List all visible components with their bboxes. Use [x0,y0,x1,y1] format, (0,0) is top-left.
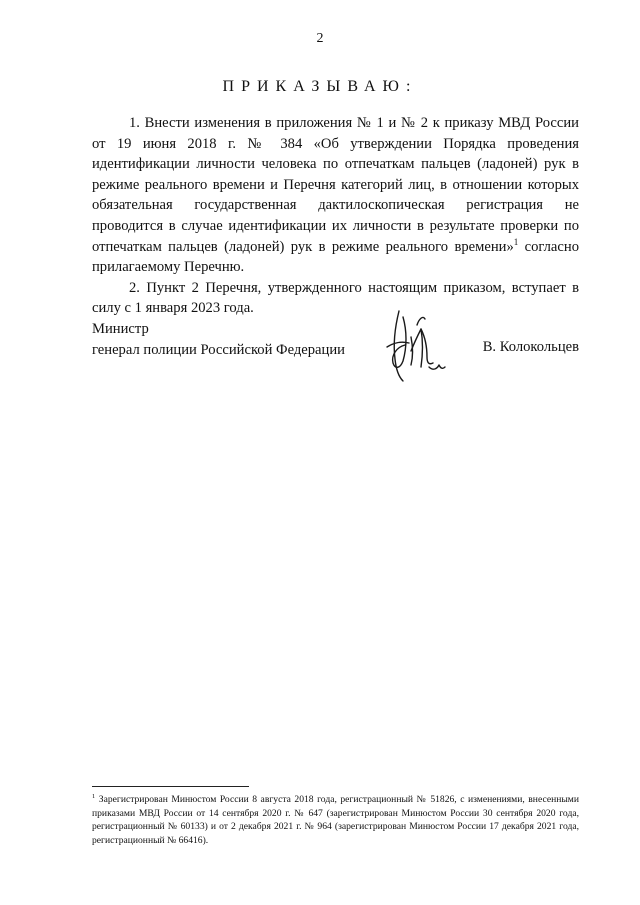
footnote-reference: 1 [513,236,519,247]
signatory-title [92,319,345,360]
paragraph-1-tail: согласно прилагаемому Перечню. [92,238,579,276]
signature-block [92,319,579,389]
paragraph-2: 2. Пункт 2 Перечня, утвержденного настоящим приказом, вступает в силу с 1 января 2023 года. [92,279,579,317]
paragraph-1 [92,113,579,278]
footnote-marker: 1 [92,792,96,800]
footnote-text: Зарегистрирован Минюстом России 8 августа 2018 года, регистрационный № 51826, с изменениями, внесенными приказами МВД России от 14 сентября 2020 г. № 647 (зарегистрирован Минюстом России 30 сентября 2020 года, регистрационный № 60133) и от 2 декабря 2021 г. № 964 (зарегистрирован Минюстом России 17 декабря 2021 года, регистрационный № 66416). [92,794,579,846]
signatory-position: Министр [92,321,149,337]
page-number: 2 [316,31,324,46]
order-body [92,113,579,319]
order-heading: ПРИКАЗЫВАЮ: [222,78,418,95]
signatory-rank: генерал полиции Российской Федерации [92,341,345,358]
handwritten-signature [377,307,457,387]
paragraph-1-text: 1. Внести изменения в приложения № 1 и № 2 к приказу МВД России от 19 июня 2018 г. № 384 «Об утверждении Порядка проведения идентификации личности человека по отпечаткам пальцев (ладоней) рук в режиме реального времени и Перечня категорий лиц, в отношении которых обязательная государственная дактилоскопическая регистрация не проводится в случае идентификации их личности в результате проверки по отпечаткам пальцев (ладоней) рук в режиме реального времени» [92,115,579,255]
footnote [92,793,579,847]
signatory-name: В. Колокольцев [482,339,579,355]
footnote-divider [92,786,249,787]
